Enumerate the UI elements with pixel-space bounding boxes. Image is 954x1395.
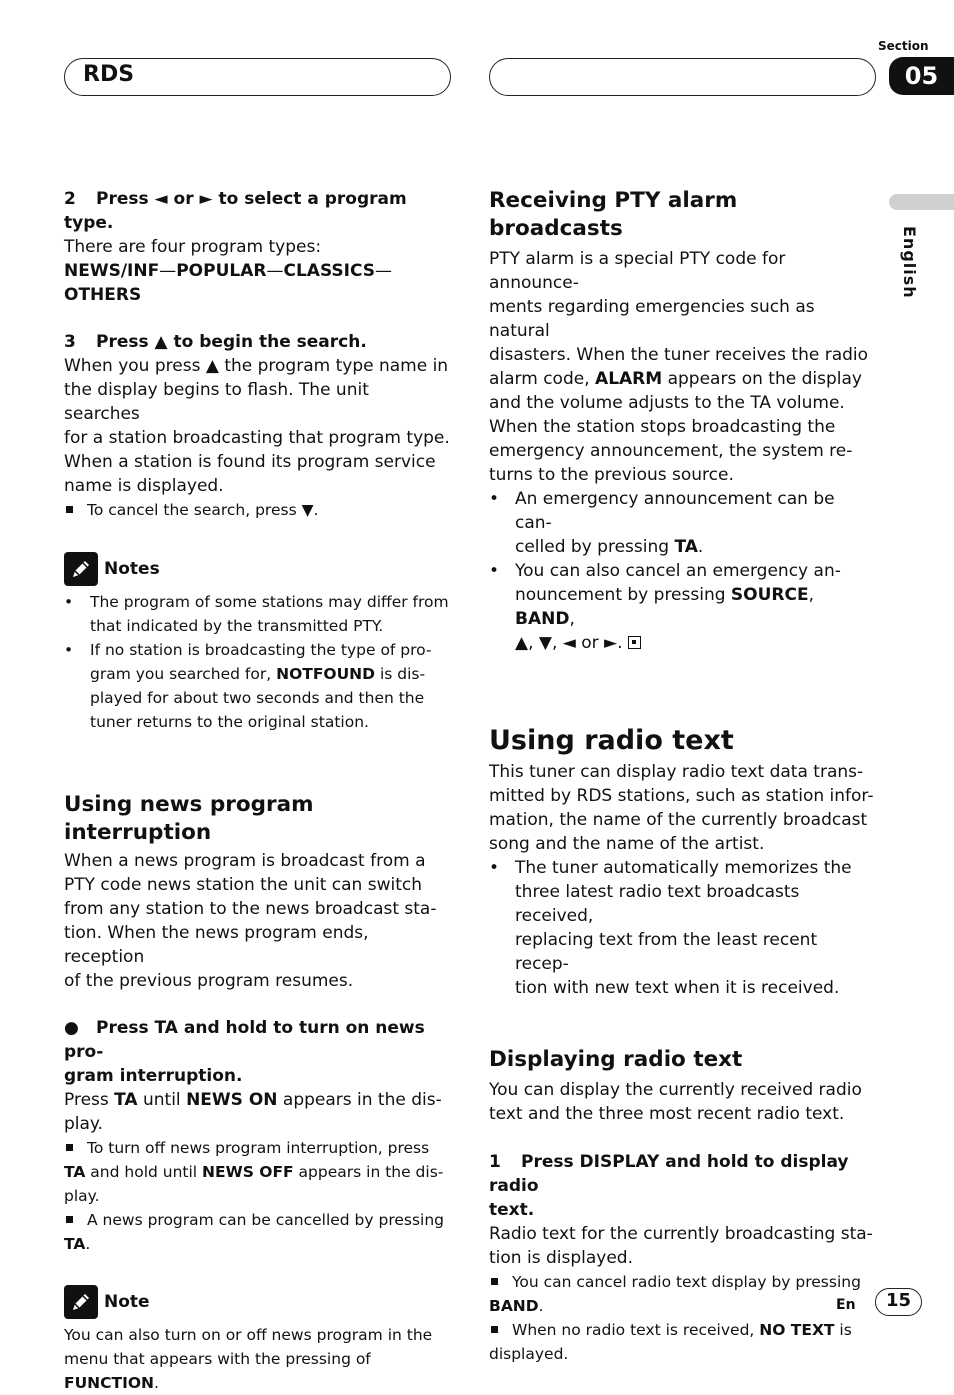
step-3-text: When you press ▲ the program type name in the display begins to flash. The unit searches for a station broadcasting that program type. When a station is found its program service name is displayed. — [64, 356, 450, 496]
note-text: You can also turn on or off news program in the menu that appears with the pressing of FUNCTION. — [64, 1326, 433, 1392]
news-interruption-heading: Using news program interruption — [64, 792, 314, 845]
step-2-heading: 2 Press ◄ or ► to select a program type. — [64, 189, 407, 233]
news-interruption-text: When a news program is broadcast from a PTY code news station the unit can switch from any station to the news broadcast sta- tion. When the news program ends, reception of the previous program resumes. — [64, 851, 437, 991]
pencil-note-icon — [64, 1285, 98, 1319]
cancel-display-tip: You can cancel radio text display by pressing BAND. — [489, 1273, 861, 1315]
no-text-tip: When no radio text is received, NO TEXT is displayed. — [489, 1321, 852, 1363]
square-bullet-icon — [491, 1326, 498, 1333]
cancel-news-tip: A news program can be cancelled by pressing TA. — [64, 1211, 445, 1253]
radio-text-intro: This tuner can display radio text data trans- mitted by RDS stations, such as station infor- mation, the name of the currently broadcast song and the name of the artist. — [489, 762, 874, 854]
left-column — [64, 187, 450, 1395]
note-header — [64, 1285, 450, 1319]
pencil-note-icon — [64, 552, 98, 586]
display-step-text: Radio text for the currently broadcasting sta- tion is displayed. — [489, 1224, 873, 1268]
language-tab — [889, 194, 954, 210]
square-bullet-icon — [491, 1278, 498, 1285]
note-item: • If no station is broadcasting the type of pro- gram you searched for, NOTFOUND is dis- played for about two seconds and then the tuner returns to the original station. — [64, 641, 432, 731]
step-2-intro: There are four program types: — [64, 237, 322, 257]
chapter-title: RDS — [83, 62, 135, 87]
display-radio-text-intro: You can display the currently received radio text and the three most recent radio text. — [489, 1080, 862, 1124]
header-left-bar — [64, 58, 451, 96]
round-bullet-icon: ● — [64, 1018, 79, 1038]
pty-bullet: • You can also cancel an emergency an- nouncement by pressing SOURCE, BAND, ▲, ▼, ◄ or ►. — [489, 561, 841, 653]
cancel-search-tip: To cancel the search, press ▼. — [64, 498, 450, 522]
section-label: Section — [878, 39, 929, 53]
end-of-section-icon — [628, 636, 641, 649]
right-column — [489, 187, 875, 1366]
news-step-heading: ● Press TA and hold to turn on news pro- gram interruption. — [64, 1018, 425, 1086]
step-3-heading: 3 Press ▲ to begin the search. — [64, 332, 367, 352]
square-bullet-icon — [66, 1216, 73, 1223]
pty-alarm-text: PTY alarm is a special PTY code for announce- ments regarding emergencies such as natural disasters. When the tuner receives the radio alarm code, ALARM appears on the display and the volume adjusts to the TA volume. When the station stops broadcasting the emergency announcement, the system re- turns to the previous source. — [489, 249, 869, 485]
language-label: English — [900, 226, 919, 299]
section-number-badge: 05 — [889, 57, 954, 95]
display-step-heading: 1 Press DISPLAY and hold to display radio text. — [489, 1152, 849, 1220]
display-radio-text-heading: Displaying radio text — [489, 1047, 743, 1072]
square-bullet-icon — [66, 1144, 73, 1151]
radio-text-bullet: • The tuner automatically memorizes the three latest radio text broadcasts received, replacing text from the least recent recep- tion with new text when it is received. — [489, 858, 852, 998]
note-item: • The program of some stations may differ from that indicated by the transmitted PTY. — [64, 593, 449, 635]
pty-alarm-heading: Receiving PTY alarm broadcasts — [489, 188, 738, 241]
notes-header — [64, 552, 450, 586]
turn-off-tip: To turn off news program interruption, press TA and hold until NEWS OFF appears in the dis- play. — [64, 1139, 444, 1205]
notes-title: Notes — [104, 559, 160, 579]
radio-text-heading: Using radio text — [489, 725, 734, 756]
program-types: NEWS/INF—POPULAR—CLASSICS— OTHERS — [64, 261, 393, 305]
note-title: Note — [104, 1292, 150, 1312]
pty-bullet: • An emergency announcement can be can- celled by pressing TA. — [489, 489, 835, 557]
square-bullet-icon — [66, 506, 73, 513]
press-ta-text: Press TA until NEWS ON appears in the dis- play. — [64, 1090, 442, 1134]
header-right-bar — [489, 58, 876, 96]
page-number: 15 — [875, 1288, 922, 1316]
footer-language-code: En — [836, 1297, 856, 1313]
